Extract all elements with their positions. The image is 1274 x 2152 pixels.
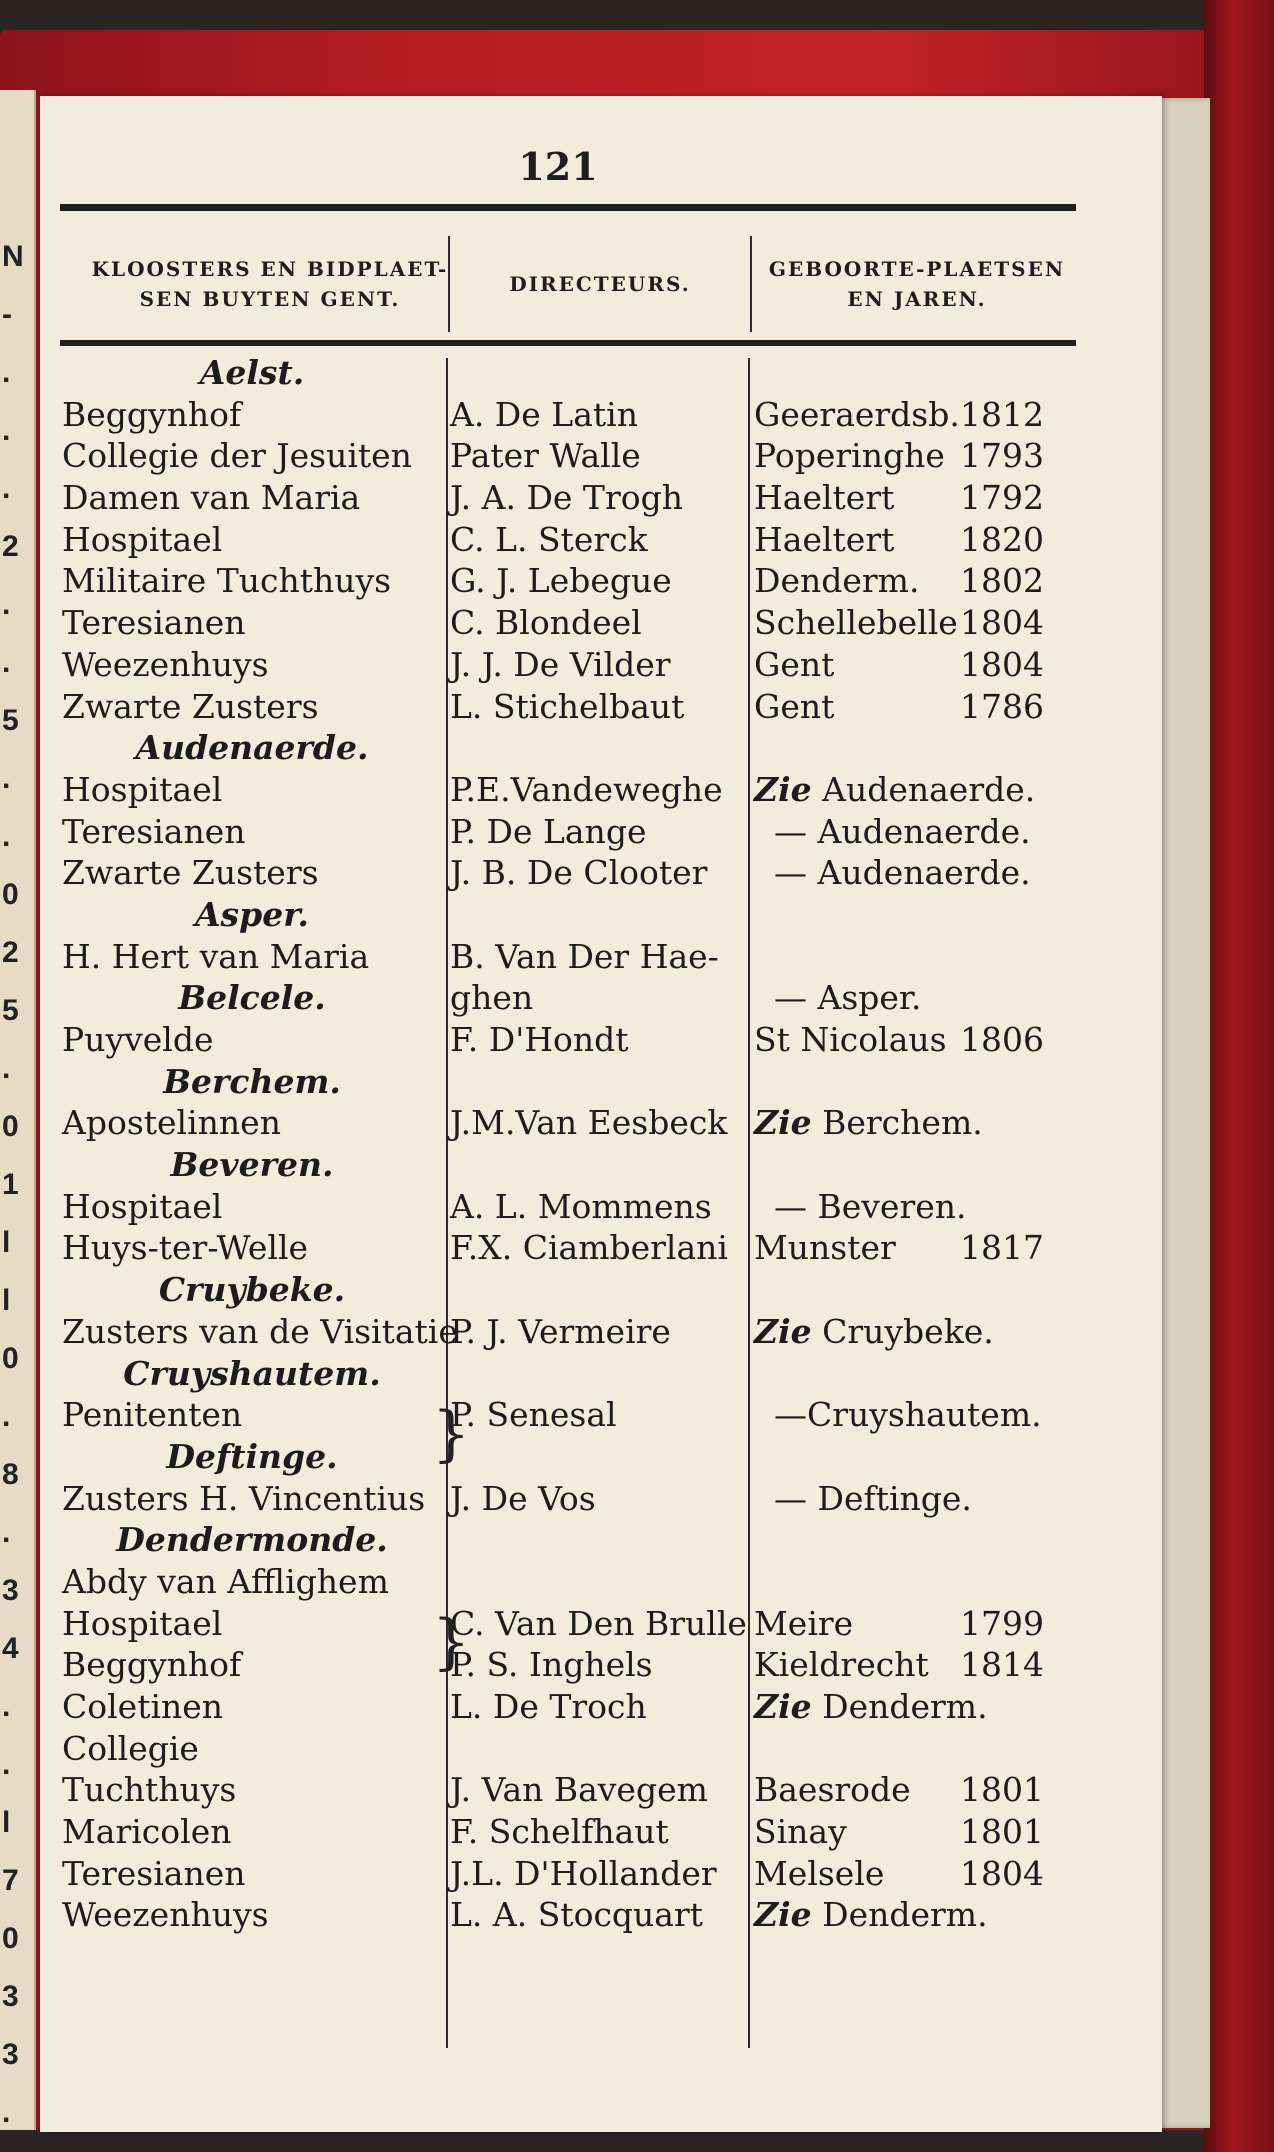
birthplace-cell: [754, 1769, 1084, 1811]
birthplace: — Audenaerde.: [774, 811, 1031, 851]
previous-page-mark: 5: [2, 704, 19, 737]
director-name: L. De Troch: [450, 1687, 647, 1726]
director-name: P. J. Vermeire: [450, 1311, 671, 1351]
birth-year: 1801: [960, 1812, 1044, 1852]
birth-year: 1814: [960, 1645, 1044, 1685]
place-heading-row: [40, 1144, 1162, 1186]
birthplace-cell: [754, 1019, 1084, 1061]
birthplace: Haeltert: [754, 519, 895, 559]
table-row: [40, 1227, 1162, 1269]
birth-year: 1799: [960, 1603, 1044, 1643]
place-heading-row: [40, 1519, 1162, 1561]
birthplace-cell: [754, 1186, 1104, 1228]
previous-page-edge: [0, 90, 36, 2130]
institution-name: Maricolen: [62, 1812, 232, 1852]
birthplace-cell: [754, 1394, 1104, 1436]
birthplace: Denderm.: [822, 1895, 988, 1935]
birthplace-cell: [754, 852, 1104, 894]
zie-reference: Zie: [754, 1687, 812, 1726]
previous-page-mark: 2: [2, 530, 19, 563]
table-row: [40, 602, 1162, 644]
birthplace: Cruybeke.: [822, 1311, 994, 1351]
page-number: 121: [518, 144, 598, 189]
place-heading-row: [40, 1061, 1162, 1103]
director-name: ghen: [450, 978, 534, 1018]
director-name: J. J. De Vilder: [450, 644, 671, 684]
birthplace: Audenaerde.: [822, 769, 1036, 809]
director-name: F.X. Ciamberlani: [450, 1228, 728, 1268]
birthplace-cell: [754, 1811, 1084, 1853]
zie-reference: Zie: [754, 1895, 812, 1935]
birthplace-cell: [754, 811, 1104, 853]
header-divider-1: [448, 236, 450, 332]
brace-afflighem-hospitael: }: [432, 1399, 471, 1469]
place-heading-row: [40, 977, 1162, 1019]
birthplace: Munster: [754, 1228, 896, 1268]
table-row: [40, 852, 1162, 894]
table-row: [40, 1894, 1162, 1936]
zie-reference: Zie: [754, 1311, 812, 1351]
birthplace-cell: [754, 435, 1084, 477]
previous-page-mark: l: [2, 1284, 11, 1317]
birthplace: Haeltert: [754, 478, 895, 518]
previous-page-mark: l: [2, 1226, 11, 1259]
table-row: [40, 1728, 1162, 1770]
place-name: Berchem.: [163, 1061, 341, 1101]
table-row: [40, 1019, 1162, 1061]
header-divider-2: [750, 236, 752, 332]
institution-name: Beggynhof: [62, 394, 242, 434]
birthplace-cell: [754, 1102, 1084, 1144]
previous-page-mark: .: [2, 1400, 11, 1433]
birthplace: — Asper.: [774, 978, 922, 1018]
birthplace-cell: [754, 1686, 1084, 1728]
header-kloosters: [60, 234, 480, 334]
header-geboorte: [752, 234, 1082, 334]
institution-name: Huys-ter-Welle: [62, 1228, 309, 1268]
institution-name: Teresianen: [62, 603, 246, 643]
birthplace-cell: [754, 1478, 1104, 1520]
previous-page-mark: l: [2, 1806, 11, 1839]
director-name: C. Van Den Brulle: [450, 1603, 747, 1643]
institution-name: Collegie: [62, 1728, 199, 1768]
previous-page-mark: .: [2, 1516, 11, 1549]
book-page: [40, 96, 1162, 2132]
table-row: [40, 1769, 1162, 1811]
birthplace-cell: [754, 1603, 1084, 1645]
director-name: L. A. Stocquart: [450, 1895, 704, 1935]
birth-year: 1820: [960, 519, 1044, 559]
director-name: J. B. De Clooter: [450, 853, 708, 893]
director-name: J.M.Van Eesbeck: [450, 1103, 728, 1143]
previous-page-mark: .: [2, 414, 11, 447]
director-name: P. De Lange: [450, 811, 647, 851]
institution-name: Weezenhuys: [62, 1895, 269, 1935]
previous-page-mark: .: [2, 356, 11, 389]
birthplace: — Deftinge.: [774, 1478, 972, 1518]
previous-page-mark: 3: [2, 2038, 19, 2071]
previous-page-mark: 4: [2, 1632, 19, 1665]
previous-page-mark: 0: [2, 1342, 19, 1375]
table-row: [40, 769, 1162, 811]
previous-page-mark: .: [2, 2096, 11, 2129]
table-row: [40, 811, 1162, 853]
institution-name: Zusters H. Vincentius: [62, 1478, 426, 1518]
birthplace-cell: [754, 394, 1084, 436]
previous-page-mark: .: [2, 646, 11, 679]
directory-table: [40, 352, 1162, 1936]
institution-name: Apostelinnen: [62, 1103, 281, 1143]
birth-year: 1804: [960, 644, 1044, 684]
previous-page-mark: .: [2, 820, 11, 853]
birth-year: 1804: [960, 603, 1044, 643]
previous-page-mark: .: [2, 1690, 11, 1723]
institution-name: Damen van Maria: [62, 478, 361, 518]
institution-name: Penitenten: [62, 1395, 243, 1435]
place-name: Cruybeke.: [158, 1270, 346, 1310]
previous-page-mark: .: [2, 472, 11, 505]
zie-reference: Zie: [754, 769, 812, 809]
director-name: C. L. Sterck: [450, 519, 648, 559]
top-rule: [60, 204, 1076, 211]
previous-page-mark: 3: [2, 1574, 19, 1607]
zie-reference: Zie: [754, 1103, 812, 1143]
header-kloosters-line1: KLOOSTERS EN BIDPLAET-: [91, 257, 449, 281]
birthplace: Denderm.: [822, 1687, 988, 1726]
birth-year: 1792: [960, 478, 1044, 518]
institution-name: Zusters van de Visitatie: [62, 1311, 458, 1351]
previous-page-mark: 1: [2, 1168, 19, 1201]
institution-name: Weezenhuys: [62, 644, 269, 684]
institution-name: Zwarte Zusters: [62, 686, 319, 726]
table-row: [40, 686, 1162, 728]
place-name: Belcele.: [178, 978, 326, 1018]
place-heading-row: [40, 352, 1162, 394]
institution-name: Teresianen: [62, 1853, 246, 1893]
table-row: [40, 1394, 1162, 1436]
place-name: Cruyshautem.: [123, 1353, 381, 1393]
previous-page-mark: .: [2, 1748, 11, 1781]
director-name: J.L. D'Hollander: [450, 1853, 717, 1893]
table-row: [40, 644, 1162, 686]
birthplace-cell: [754, 560, 1084, 602]
table-row: [40, 1102, 1162, 1144]
header-rule: [60, 340, 1076, 346]
table-row: [40, 560, 1162, 602]
birthplace: Sinay: [754, 1812, 847, 1852]
birth-year: 1802: [960, 561, 1044, 601]
birthplace-cell: [754, 644, 1084, 686]
director-name: G. J. Lebegue: [450, 561, 672, 601]
birth-year: 1801: [960, 1770, 1044, 1810]
table-row: [40, 1561, 1162, 1603]
place-heading-row: [40, 1353, 1162, 1395]
birthplace-cell: [754, 1894, 1084, 1936]
previous-page-mark: .: [2, 762, 11, 795]
birthplace: Poperinghe: [754, 436, 945, 476]
institution-name: Zwarte Zusters: [62, 853, 319, 893]
place-heading-row: [40, 894, 1162, 936]
place-heading-row: [40, 727, 1162, 769]
place-name: Audenaerde.: [135, 728, 369, 768]
institution-name: Hospitael: [62, 1603, 223, 1643]
birthplace: — Audenaerde.: [774, 853, 1031, 893]
birth-year: 1786: [960, 686, 1044, 726]
brace-collegie-tuchthuys: }: [432, 1607, 471, 1677]
director-name: J. De Vos: [450, 1478, 596, 1518]
table-row: [40, 1853, 1162, 1895]
birthplace-cell: [754, 1644, 1084, 1686]
previous-page-mark: -: [2, 298, 12, 331]
birthplace: — Beveren.: [774, 1186, 967, 1226]
birthplace-cell: [754, 519, 1084, 561]
place-name: Beveren.: [170, 1145, 334, 1185]
table-row: [40, 1186, 1162, 1228]
birthplace-cell: [754, 1853, 1084, 1895]
institution-name: Militaire Tuchthuys: [62, 561, 392, 601]
header-directeurs-label: DIRECTEURS.: [509, 272, 691, 296]
institution-name: Hospitael: [62, 1186, 223, 1226]
institution-name: Puyvelde: [62, 1020, 214, 1059]
birthplace-cell: [754, 769, 1084, 811]
birthplace: Geeraerdsb.: [754, 394, 960, 434]
birthplace: St Nicolaus: [754, 1020, 947, 1059]
institution-name: Hospitael: [62, 769, 223, 809]
director-name: C. Blondeel: [450, 603, 642, 643]
director-name: P.E.Vandeweghe: [450, 769, 723, 809]
previous-page-mark: 0: [2, 878, 19, 911]
previous-page-mark: 5: [2, 994, 19, 1027]
table-row: [40, 519, 1162, 561]
header-kloosters-line2: SEN BUYTEN GENT.: [139, 287, 401, 311]
institution-name: Collegie der Jesuiten: [62, 436, 412, 476]
table-row: [40, 936, 1162, 978]
director-name: B. Van Der Hae-: [450, 936, 719, 976]
birthplace: Baesrode: [754, 1770, 911, 1810]
table-row: [40, 1644, 1162, 1686]
previous-page-mark: 8: [2, 1458, 19, 1491]
previous-page-mark: 2: [2, 936, 19, 969]
institution-name: Tuchthuys: [62, 1770, 237, 1810]
director-name: A. L. Mommens: [450, 1186, 712, 1226]
place-heading-row: [40, 1269, 1162, 1311]
place-name: Deftinge.: [166, 1436, 338, 1476]
birthplace: Melsele: [754, 1853, 885, 1893]
birth-year: 1804: [960, 1853, 1044, 1893]
birth-year: 1806: [960, 1020, 1044, 1059]
institution-name: Coletinen: [62, 1687, 224, 1726]
previous-page-marks: [0, 90, 34, 2130]
place-heading-row: [40, 1436, 1162, 1478]
previous-page-mark: 7: [2, 1864, 19, 1897]
header-geboorte-line2: EN JAREN.: [847, 287, 987, 311]
place-name: Asper.: [194, 894, 310, 934]
institution-name: Teresianen: [62, 811, 246, 851]
table-row: [40, 1811, 1162, 1853]
previous-page-mark: .: [2, 1052, 11, 1085]
cover-edge: [1204, 0, 1274, 2152]
birthplace: —Cruyshautem.: [774, 1395, 1042, 1435]
birthplace-cell: [754, 1227, 1084, 1269]
birthplace: Denderm.: [754, 561, 920, 601]
birth-year: 1812: [960, 394, 1044, 434]
birthplace: Kieldrecht: [754, 1645, 929, 1685]
institution-name: Beggynhof: [62, 1645, 242, 1685]
table-row: [40, 477, 1162, 519]
director-name: J. A. De Trogh: [450, 478, 683, 518]
director-name: L. Stichelbaut: [450, 686, 685, 726]
director-name: Pater Walle: [450, 436, 641, 476]
birthplace: Gent: [754, 686, 835, 726]
place-name: Dendermonde.: [116, 1520, 388, 1560]
previous-page-mark: 0: [2, 1110, 19, 1143]
birthplace: Berchem.: [822, 1103, 983, 1143]
institution-name: Abdy van Afflighem: [62, 1561, 389, 1601]
header-geboorte-line1: GEBOORTE-PLAETSEN: [768, 257, 1066, 281]
birthplace-cell: [754, 977, 1104, 1019]
previous-page-mark: N: [2, 240, 24, 273]
place-name: Aelst.: [199, 353, 305, 392]
birth-year: 1793: [960, 436, 1044, 476]
birthplace: Meire: [754, 1603, 854, 1643]
birthplace-cell: [754, 1311, 1084, 1353]
previous-page-mark: .: [2, 588, 11, 621]
previous-page-mark: 0: [2, 1922, 19, 1955]
birth-year: 1817: [960, 1228, 1044, 1268]
table-row: [40, 1478, 1162, 1520]
birthplace-cell: [754, 686, 1084, 728]
birthplace-cell: [754, 477, 1084, 519]
director-name: P. S. Inghels: [450, 1645, 653, 1685]
institution-name: H. Hert van Maria: [62, 936, 370, 976]
director-name: F. D'Hondt: [450, 1020, 629, 1059]
previous-page-mark: 3: [2, 1980, 19, 2013]
director-name: A. De Latin: [450, 394, 638, 434]
table-row: [40, 394, 1162, 436]
institution-name: Hospitael: [62, 519, 223, 559]
birthplace-cell: [754, 602, 1084, 644]
director-name: J. Van Bavegem: [450, 1770, 708, 1810]
table-row: [40, 1603, 1162, 1645]
header-directeurs: [450, 234, 750, 334]
table-row: [40, 435, 1162, 477]
birthplace: Schellebelle: [754, 603, 958, 643]
table-row: [40, 1686, 1162, 1728]
director-name: F. Schelfhaut: [450, 1812, 669, 1852]
birthplace: Gent: [754, 644, 835, 684]
table-row: [40, 1311, 1162, 1353]
director-name: P. Senesal: [450, 1395, 617, 1435]
